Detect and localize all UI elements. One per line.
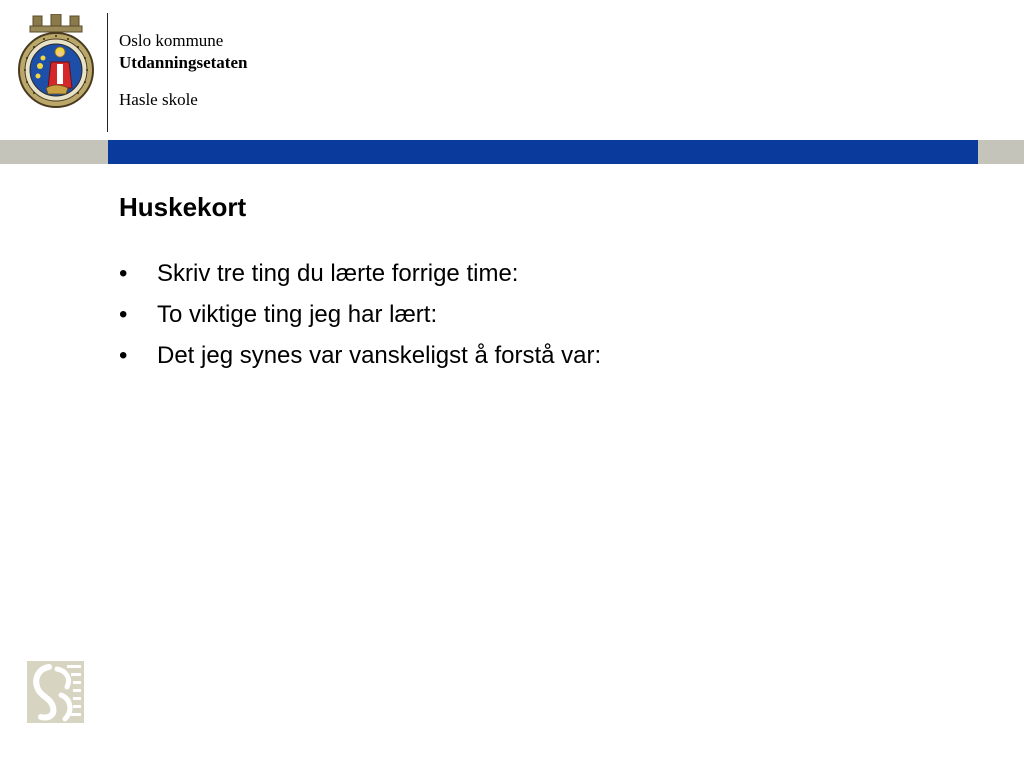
bullet-marker: • [119,342,128,369]
bullet-text: Skriv tre ting du lærte forrige time: [157,260,519,287]
header-band-blue [108,140,978,164]
bullet-item [119,335,601,376]
slide-title: Huskekort [119,192,247,222]
organization-name: Oslo kommune [119,31,224,50]
header-band-right [978,140,1024,164]
header-band-left [0,140,108,164]
school-name: Hasle skole [119,90,198,109]
bullet-item [119,253,601,294]
bullet-marker: • [119,301,128,328]
bullet-list [119,253,601,376]
header-divider [107,13,108,132]
oslo-city-crest-icon [16,14,96,114]
bullet-text: Det jeg synes var vanskeligst å forstå var: [157,342,602,369]
department-name: Utdanningsetaten [119,53,248,72]
organization-block [119,30,247,111]
bullet-text: To viktige ting jeg har lært: [157,301,438,328]
bullet-marker: • [119,260,128,287]
oslo-kommune-logo-icon [27,661,84,723]
bullet-item [119,294,601,335]
